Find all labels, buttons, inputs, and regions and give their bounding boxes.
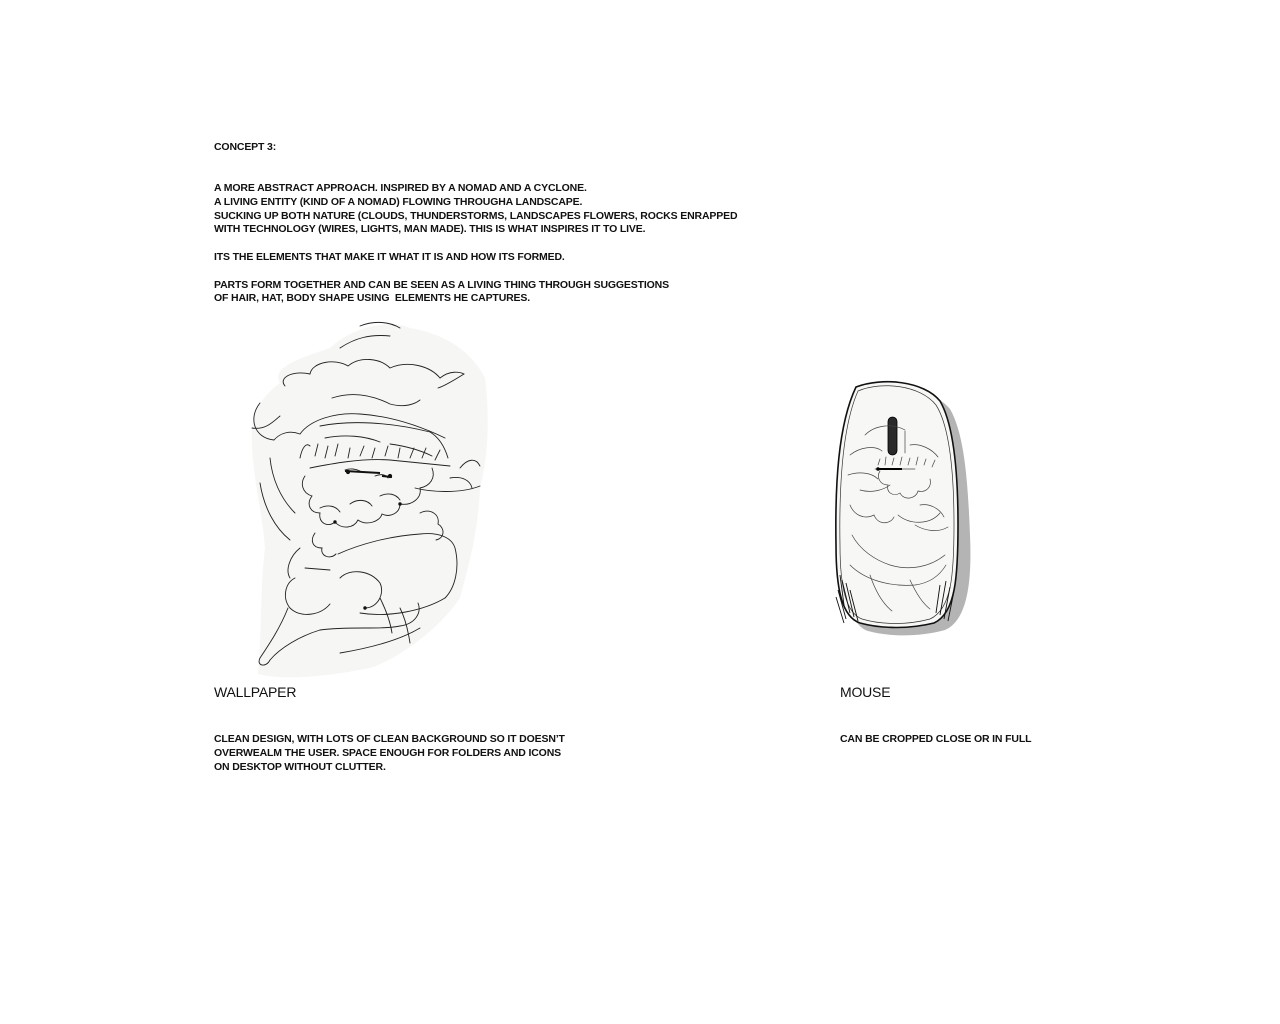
mouse-sketch-image — [820, 375, 980, 640]
wallpaper-description-line: CLEAN DESIGN, WITH LOTS OF CLEAN BACKGROUND SO IT DOESN’T — [214, 733, 565, 745]
intro-line: OF HAIR, HAT, BODY SHAPE USING ELEMENTS HE CAPTURES. — [214, 292, 531, 305]
intro-line: SUCKING UP BOTH NATURE (CLOUDS, THUNDERSTORMS, LANDSCAPES FLOWERS, ROCKS ENRAPPED — [214, 209, 738, 222]
wallpaper-description-line: OVERWEALM THE USER. SPACE ENOUGH FOR FOLDERS AND ICONS — [214, 746, 561, 759]
mouse-heading: MOUSE — [840, 684, 891, 700]
intro-line: WITH TECHNOLOGY (WIRES, LIGHTS, MAN MADE). THIS IS WHAT INSPIRES IT TO LIVE. — [214, 223, 646, 236]
intro-line: A MORE ABSTRACT APPROACH. INSPIRED BY A NOMAD AND A CYCLONE. — [214, 182, 587, 194]
intro-line: ITS THE ELEMENTS THAT MAKE IT WHAT IT IS AND HOW ITS FORMED. — [214, 250, 565, 263]
mouse-description: CAN BE CROPPED CLOSE OR IN FULL — [840, 733, 1032, 745]
wallpaper-description — [214, 733, 565, 774]
intro-line: PARTS FORM TOGETHER AND CAN BE SEEN AS A LIVING THING THROUGH SUGGESTIONS — [214, 278, 669, 291]
wallpaper-sketch-image — [240, 308, 490, 680]
intro-text — [214, 182, 737, 306]
intro-line: A LIVING ENTITY (KIND OF A NOMAD) FLOWING THROUGHA LANDSCAPE. — [214, 195, 583, 208]
wallpaper-description-line: ON DESKTOP WITHOUT CLUTTER. — [214, 760, 386, 773]
wallpaper-heading: WALLPAPER — [214, 684, 297, 700]
concept-title: CONCEPT 3: — [214, 141, 277, 153]
